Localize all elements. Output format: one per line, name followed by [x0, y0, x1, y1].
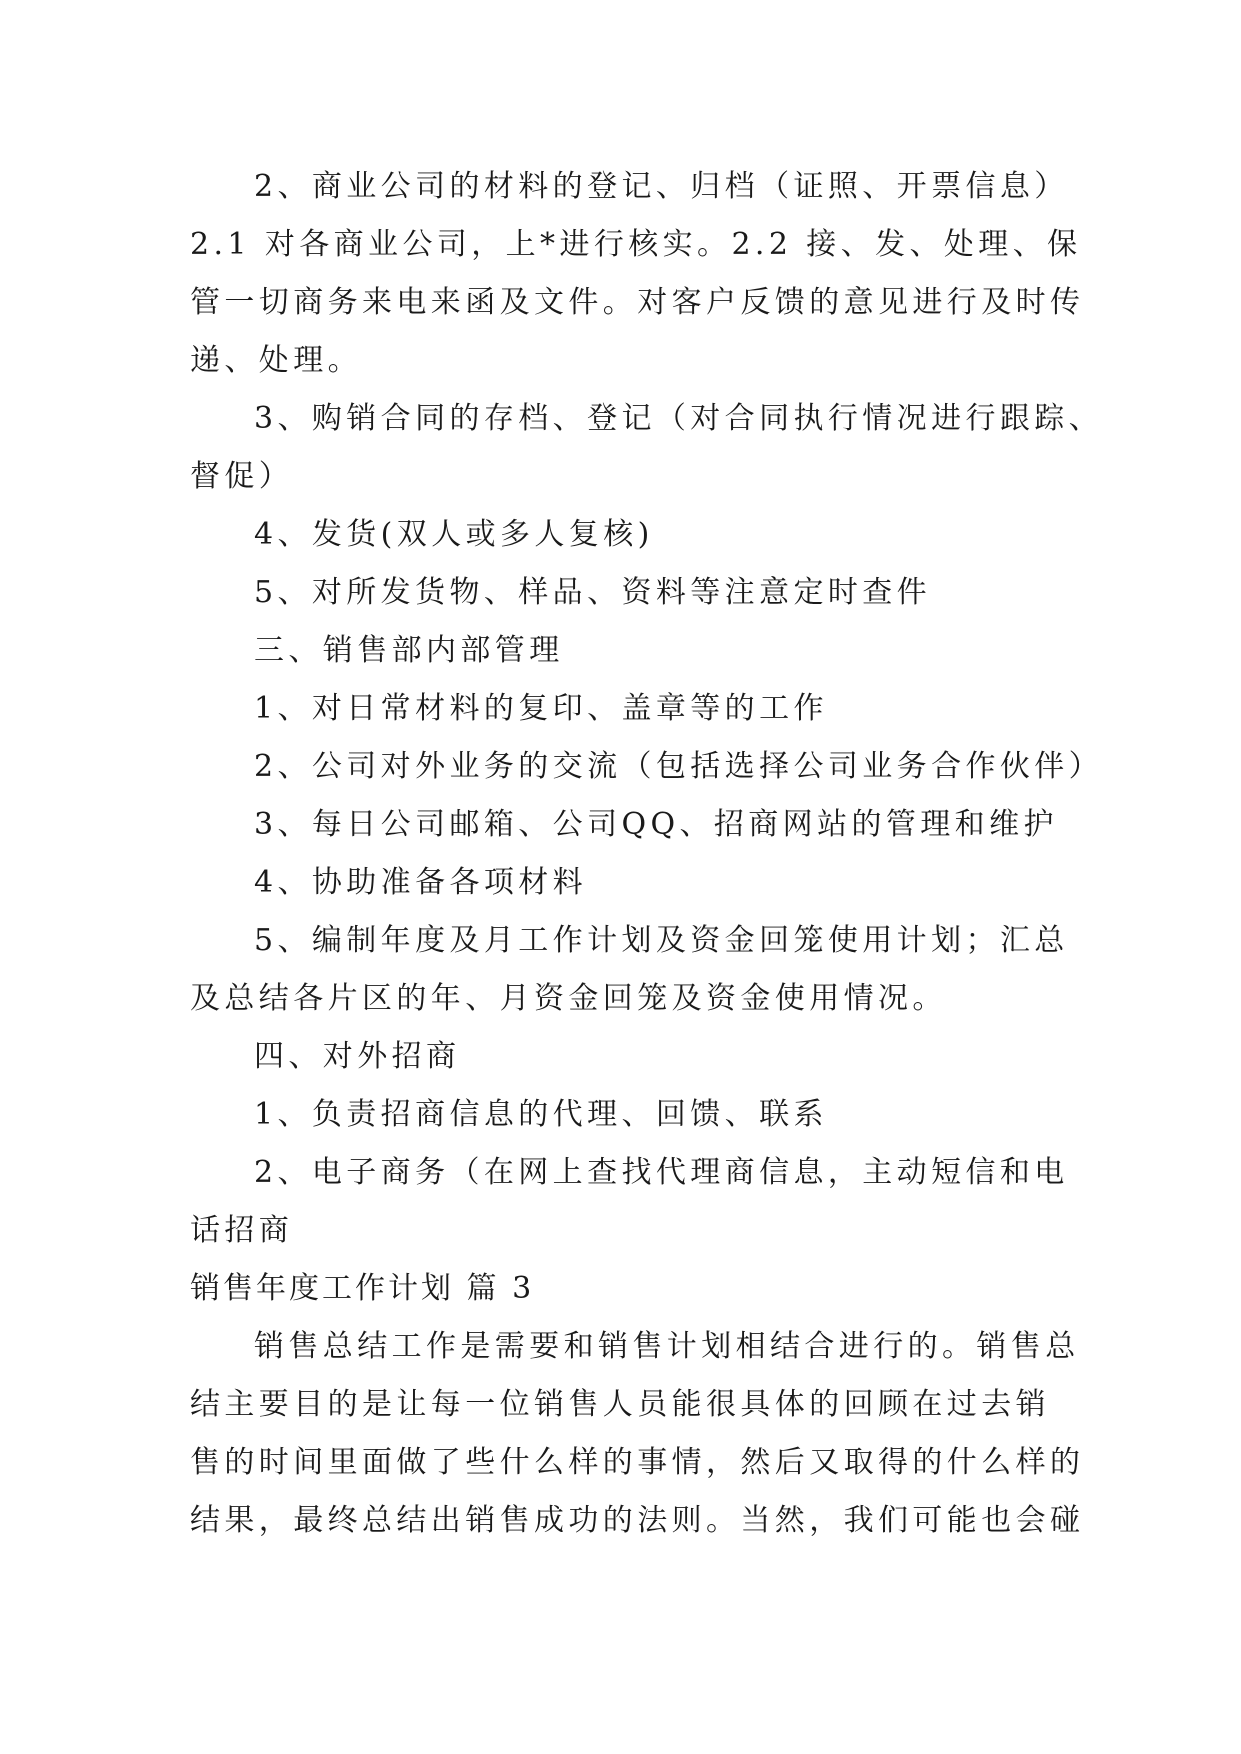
section-heading: 四、对外招商	[254, 1039, 461, 1074]
paragraph-line: 5、编制年度及月工作计划及资金回笼使用计划；汇总	[254, 923, 1069, 958]
paragraph-line: 话招商	[190, 1213, 294, 1248]
paragraph-line: 结主要目的是让每一位销售人员能很具体的回顾在过去销	[190, 1387, 1050, 1422]
paragraph-line: 4、发货(双人或多人复核)	[254, 517, 654, 552]
paragraph-line: 1、负责招商信息的代理、回馈、联系	[254, 1097, 828, 1132]
paragraph-line: 4、协助准备各项材料	[254, 865, 588, 900]
paragraph-line: 售的时间里面做了些什么样的事情，然后又取得的什么样的	[190, 1445, 1085, 1480]
paragraph-line: 2、电子商务（在网上查找代理商信息，主动短信和电	[254, 1155, 1069, 1190]
paragraph-line: 递、处理。	[190, 343, 362, 378]
document-page	[190, 158, 1104, 1550]
paragraph-line: 5、对所发货物、样品、资料等注意定时查件	[254, 575, 932, 610]
paragraph-line: 销售总结工作是需要和销售计划相结合进行的。销售总	[254, 1329, 1080, 1364]
article-title: 销售年度工作计划 篇 3	[190, 1271, 535, 1306]
paragraph-line: 2.1 对各商业公司，上*进行核实。2.2 接、发、处理、保	[190, 227, 1082, 262]
paragraph-line: 及总结各片区的年、月资金回笼及资金使用情况。	[190, 981, 947, 1016]
section-heading: 三、销售部内部管理	[254, 633, 564, 668]
paragraph-line: 督促）	[190, 459, 294, 494]
paragraph-line: 管一切商务来电来函及文件。对客户反馈的意见进行及时传	[190, 285, 1085, 320]
paragraph-line: 1、对日常材料的复印、盖章等的工作	[254, 691, 828, 726]
paragraph-line: 2、商业公司的材料的登记、归档（证照、开票信息）	[254, 169, 1069, 204]
paragraph-line: 3、购销合同的存档、登记（对合同执行情况进行跟踪、	[254, 401, 1104, 436]
paragraph-line: 2、公司对外业务的交流（包括选择公司业务合作伙伴）	[254, 749, 1104, 784]
paragraph-line: 3、每日公司邮箱、公司QQ、招商网站的管理和维护	[254, 807, 1058, 842]
paragraph-line: 结果，最终总结出销售成功的法则。当然，我们可能也会碰	[190, 1503, 1085, 1538]
